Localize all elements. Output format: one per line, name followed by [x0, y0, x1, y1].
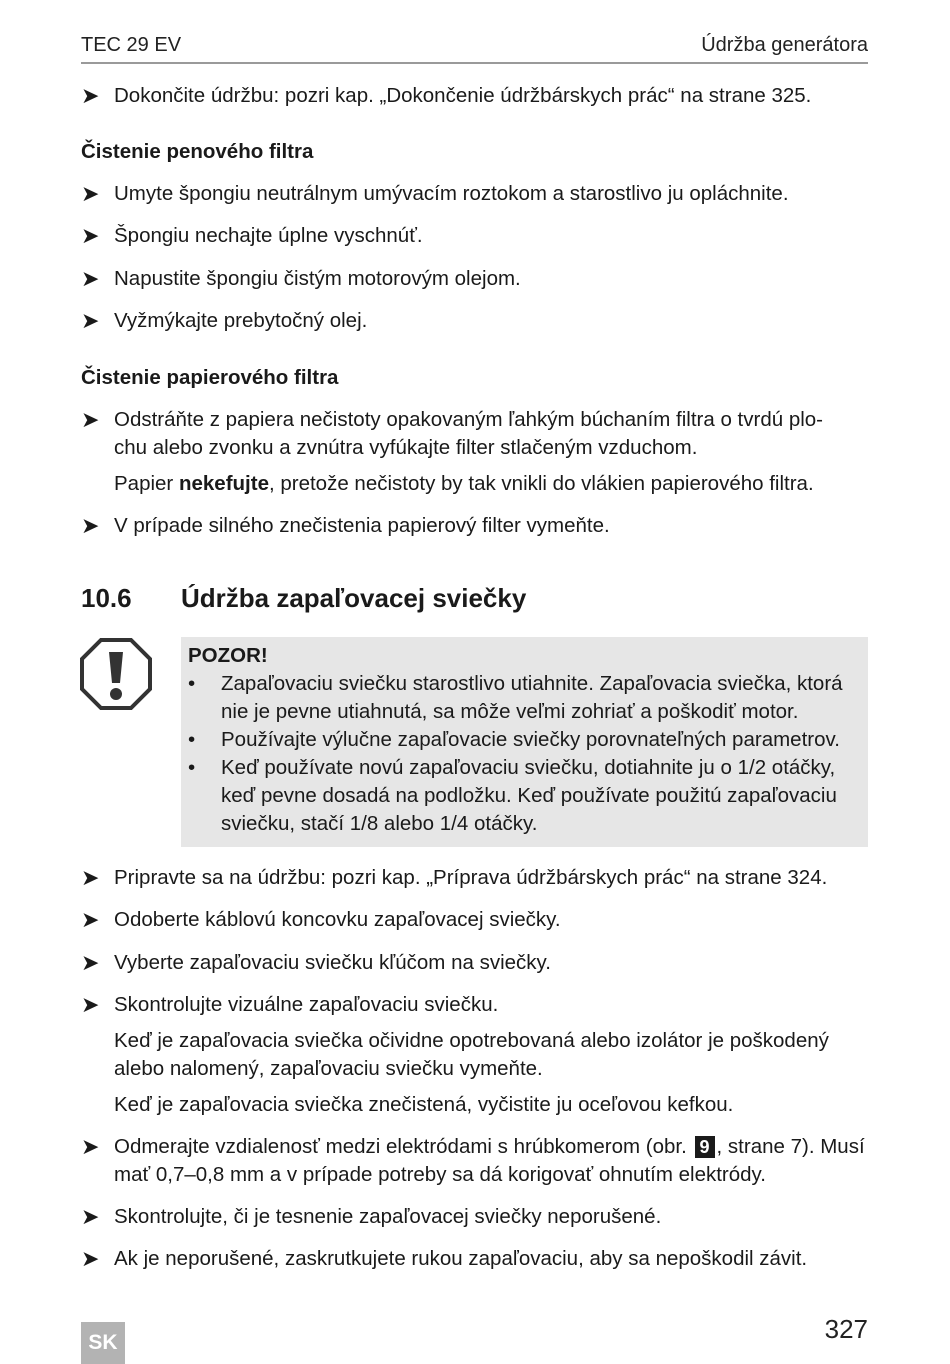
arrow-icon: ➤ — [81, 407, 100, 432]
spark-step-4-note-1: Keď je zapaľovacia sviečka očividne opotrebovaná alebo izolátor je poškodený alebo nalomený, zapaľovaciu sviečku vymeňte. — [114, 1029, 829, 1080]
foam-step-2 — [81, 222, 871, 250]
warning-bullet-2 — [188, 726, 864, 754]
warning-bullet-1 — [188, 670, 864, 726]
bullet-text: Používajte výlučne zapaľovacie sviečky porovnateľných parametrov. — [221, 728, 840, 751]
arrow-icon: ➤ — [81, 308, 100, 333]
page-number: 327 — [824, 1314, 868, 1344]
foam-step-3 — [81, 265, 871, 293]
section-title: Údržba zapaľovacej sviečky — [181, 583, 527, 613]
arrow-icon: ➤ — [81, 1246, 100, 1271]
foam-filter-heading: Čistenie penového filtra — [81, 140, 314, 163]
paper-step-2 — [81, 512, 871, 540]
warning-bullet-3 — [188, 754, 864, 838]
spark-step-4 — [81, 991, 871, 1019]
arrow-icon: ➤ — [81, 266, 100, 291]
page-header — [81, 30, 868, 64]
step-text-suffix: , strane 7). Musí mať 0,7–0,8 mm a v prípade potreby sa dá korigovať ohnutím elektródy. — [114, 1135, 865, 1186]
paper-note — [114, 470, 874, 498]
note-bold: nekefujte — [178, 472, 269, 495]
step-text: Špongiu nechajte úplne vyschnúť. — [114, 224, 423, 247]
step-text: Pripravte sa na údržbu: pozri kap. „Príprava údržbárskych prác“ na strane 324. — [114, 866, 828, 889]
bullet-dot: • — [188, 756, 196, 779]
step-text: Skontrolujte vizuálne zapaľovaciu sviečku. — [114, 993, 499, 1016]
arrow-icon: ➤ — [81, 907, 100, 932]
spark-step-5 — [81, 1133, 871, 1189]
section-number: 10.6 — [81, 583, 132, 613]
bullet-dot: • — [188, 672, 196, 695]
paper-filter-heading: Čistenie papierového filtra — [81, 366, 339, 389]
step-text: Odstráňte z papiera nečistoty opakovaným ľahkým búchaním filtra o tvrdú plo-chu alebo zvonku a zvnútra vyfúkajte filter stlačeným vzduchom. — [114, 408, 824, 459]
header-product: TEC 29 EV — [81, 34, 182, 56]
figure-reference-badge: 9 — [695, 1136, 715, 1158]
arrow-icon: ➤ — [81, 1134, 100, 1159]
step-text: Napustite špongiu čistým motorovým olejom. — [114, 267, 521, 290]
warning-title: POZOR! — [188, 644, 268, 667]
step-text-prefix: Odmerajte vzdialenosť medzi elektródami s hrúbkomerom (obr. — [114, 1135, 693, 1158]
arrow-icon: ➤ — [81, 83, 100, 108]
exclamation-octagon-icon — [80, 638, 152, 710]
foam-step-1 — [81, 180, 871, 208]
step-text: V prípade silného znečistenia papierový filter vymeňte. — [114, 514, 610, 537]
spark-step-6 — [81, 1203, 871, 1231]
bullet-text: Zapaľovaciu sviečku starostlivo utiahnite. Zapaľovacia sviečka, ktorá nie je pevne utiahnutá, sa môže veľmi zohriať a poškodiť motor. — [221, 672, 843, 723]
spark-step-3 — [81, 949, 871, 977]
arrow-icon: ➤ — [81, 181, 100, 206]
step-text: Dokončite údržbu: pozri kap. „Dokončenie údržbárskych prác“ na strane 325. — [114, 84, 812, 107]
arrow-icon: ➤ — [81, 1204, 100, 1229]
arrow-icon: ➤ — [81, 950, 100, 975]
step-text: Vyžmýkajte prebytočný olej. — [114, 309, 368, 332]
step-text: Odoberte káblovú koncovku zapaľovacej sviečky. — [114, 908, 561, 931]
bullet-dot: • — [188, 728, 196, 751]
paper-step-1 — [81, 406, 841, 462]
foam-step-4 — [81, 307, 871, 335]
spark-step-1 — [81, 864, 871, 892]
step-finish-maintenance — [81, 82, 871, 110]
step-text: Vyberte zapaľovaciu sviečku kľúčom na sviečky. — [114, 951, 551, 974]
language-badge: SK — [81, 1322, 125, 1364]
arrow-icon: ➤ — [81, 865, 100, 890]
step-text: Ak je neporušené, zaskrutkujete rukou zapaľovaciu, aby sa nepoškodil závit. — [114, 1247, 808, 1270]
arrow-icon: ➤ — [81, 513, 100, 538]
spark-step-4-note-2: Keď je zapaľovacia sviečka znečistená, vyčistite ju oceľovou kefkou. — [114, 1093, 734, 1116]
note-prefix: Papier — [114, 472, 179, 495]
header-chapter: Údržba generátora — [701, 34, 868, 56]
spark-step-2 — [81, 906, 871, 934]
bullet-text: Keď používate novú zapaľovaciu sviečku, dotiahnite ju o 1/2 otáčky, keď pevne dosadá na podložku. Keď používate použitú zapaľovaciu sviečku, stačí 1/8 alebo 1/4 otáčky. — [221, 756, 837, 835]
step-text — [114, 1133, 871, 1189]
spark-step-7 — [81, 1245, 871, 1273]
note-suffix: , pretože nečistoty by tak vnikli do vlákien papierového filtra. — [268, 472, 814, 495]
arrow-icon: ➤ — [81, 223, 100, 248]
step-text: Skontrolujte, či je tesnenie zapaľovacej sviečky neporušené. — [114, 1205, 662, 1228]
step-text: Umyte špongiu neutrálnym umývacím roztokom a starostlivo ju opláchnite. — [114, 182, 789, 205]
arrow-icon: ➤ — [81, 992, 100, 1017]
